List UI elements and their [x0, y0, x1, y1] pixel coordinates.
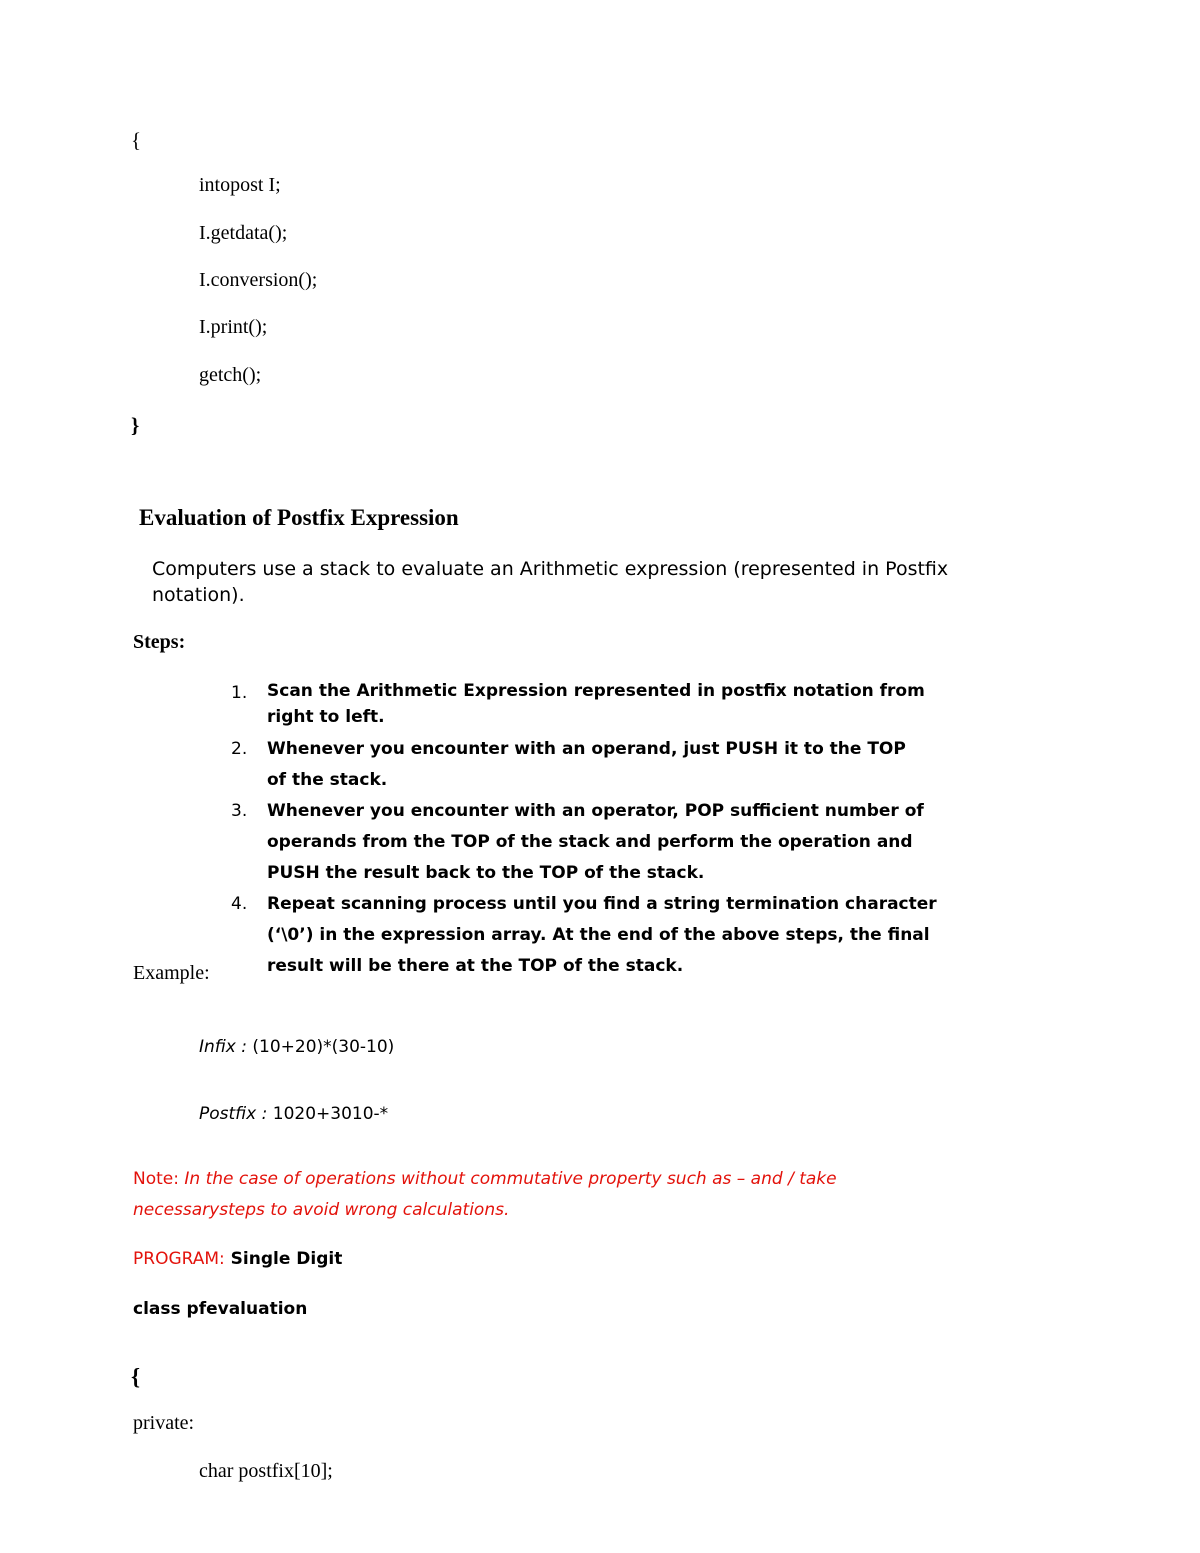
step-number: 2.	[231, 739, 248, 759]
section-heading: Evaluation of Postfix Expression	[139, 505, 459, 530]
program-label: PROGRAM:	[133, 1249, 225, 1269]
step-text: Whenever you encounter with an operand, just PUSH it to the TOP of the stack.	[267, 739, 906, 790]
program-heading	[133, 1249, 342, 1269]
note-text: In the case of operations without commutative property such as – and / take necessarysteps to avoid wrong calculations.	[133, 1169, 837, 1220]
step-number: 4.	[231, 894, 248, 914]
postfix-label: Postfix :	[199, 1104, 268, 1124]
infix-expression	[199, 1037, 394, 1057]
step-text: Scan the Arithmetic Expression represented in postfix notation from right to left.	[267, 681, 925, 727]
private-label: private:	[133, 1412, 195, 1434]
code-line: getch();	[199, 364, 262, 386]
step-text: Whenever you encounter with an operator, POP sufficient number of operands from the TOP of the stack and perform the operation and PUSH the result back to the TOP of the stack.	[267, 801, 924, 883]
infix-label: Infix :	[199, 1037, 247, 1057]
intro-line-2: notation).	[152, 584, 245, 606]
note-label: Note:	[133, 1169, 179, 1189]
steps-list	[227, 678, 987, 982]
intro-line-1: Computers use a stack to evaluate an Arithmetic expression (represented in Postfix	[152, 558, 949, 580]
code-open-brace: {	[131, 128, 142, 152]
step-item	[227, 796, 967, 889]
postfix-expression	[199, 1104, 388, 1124]
step-number: 3.	[231, 801, 248, 821]
code-line: intopost I;	[199, 174, 281, 196]
program-title: Single Digit	[224, 1249, 343, 1269]
step-number: 1.	[231, 683, 248, 703]
steps-label: Steps:	[133, 631, 186, 653]
class-open-brace: {	[131, 1364, 141, 1389]
step-item	[227, 889, 937, 982]
note-paragraph	[133, 1164, 913, 1226]
step-item	[227, 734, 907, 796]
postfix-value: 1020+3010-*	[267, 1104, 389, 1124]
code-close-brace: }	[131, 413, 140, 437]
code-line: I.getdata();	[199, 222, 288, 244]
code-line: I.conversion();	[199, 269, 318, 291]
member-declaration: char postfix[10];	[199, 1460, 333, 1482]
step-text: Repeat scanning process until you find a string termination character (‘\0’) in the expression array. At the end of the above steps, the final result will be there at the TOP of the stack.	[267, 894, 937, 976]
infix-value: (10+20)*(30-10)	[246, 1037, 395, 1057]
code-line: I.print();	[199, 316, 268, 338]
example-label: Example:	[133, 962, 210, 984]
class-declaration: class pfevaluation	[133, 1299, 308, 1319]
step-item	[227, 678, 937, 730]
